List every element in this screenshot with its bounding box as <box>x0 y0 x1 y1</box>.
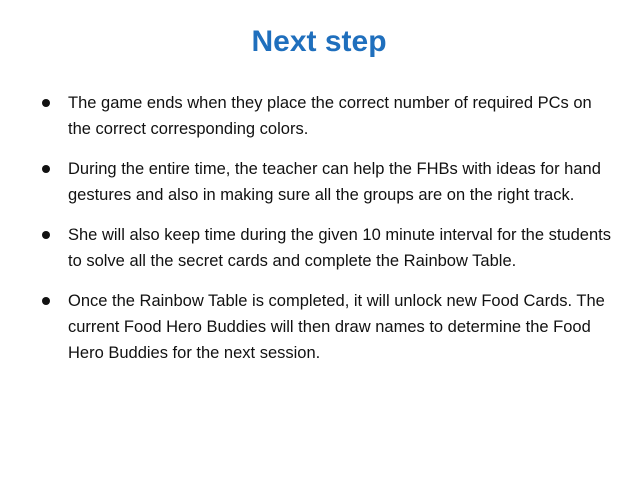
bullet-list <box>38 90 618 380</box>
bullet-text: Once the Rainbow Table is completed, it will unlock new Food Cards. The current Food Hero Buddies will then draw names to determine the Food Hero Buddies for the next session. <box>68 292 605 362</box>
slide-title: Next step <box>251 25 387 58</box>
bullet-text: The game ends when they place the correct number of required PCs on the correct corresponding colors. <box>68 94 592 138</box>
bullet-item <box>38 90 618 142</box>
bullet-dot-icon <box>42 231 50 239</box>
bullet-dot-icon <box>42 165 50 173</box>
bullet-dot-icon <box>42 297 50 305</box>
bullet-item <box>38 222 618 274</box>
bullet-item <box>38 288 618 366</box>
bullet-text: During the entire time, the teacher can help the FHBs with ideas for hand gestures and also in making sure all the groups are on the right track. <box>68 160 601 204</box>
bullet-text: She will also keep time during the given 10 minute interval for the students to solve all the secret cards and complete the Rainbow Table. <box>68 226 611 270</box>
bullet-item <box>38 156 618 208</box>
bullet-dot-icon <box>42 99 50 107</box>
